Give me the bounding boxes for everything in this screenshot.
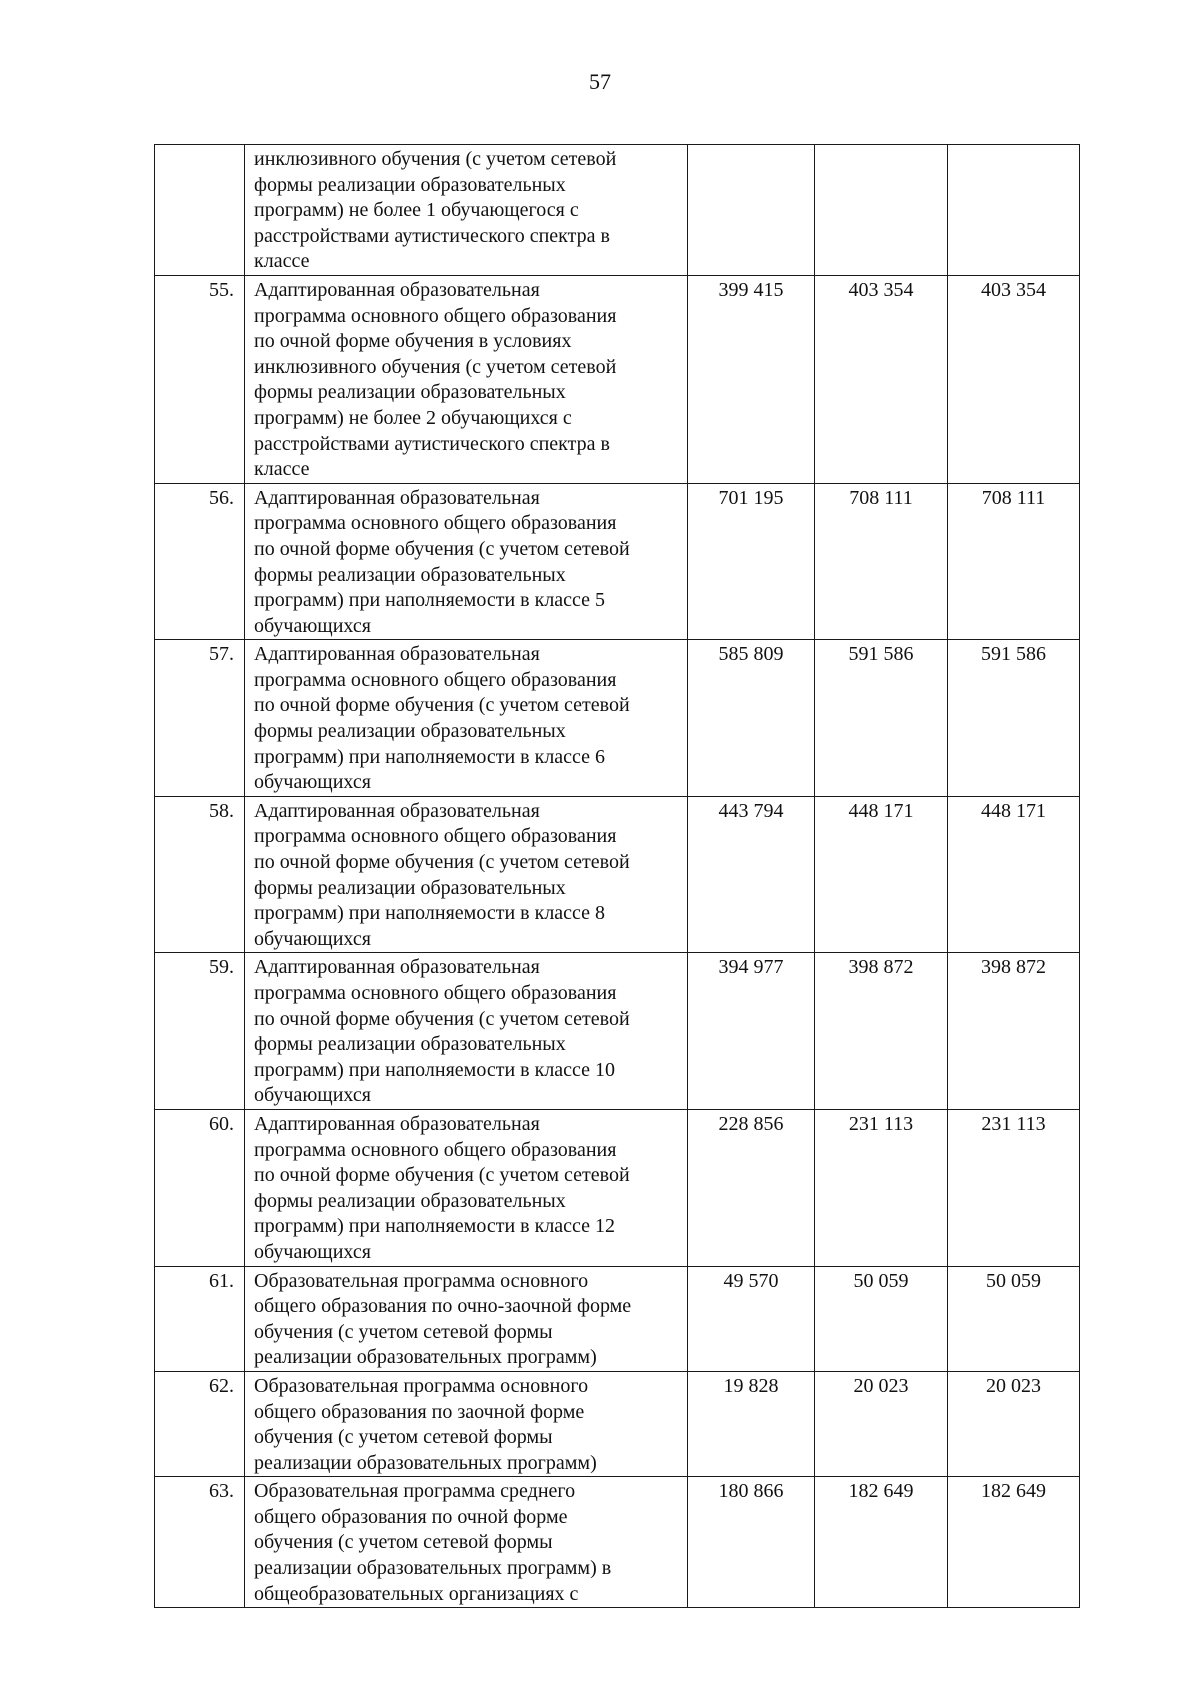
row-value-3: 448 171	[948, 796, 1080, 953]
row-number: 57.	[155, 640, 245, 797]
row-value-1: 585 809	[688, 640, 815, 797]
row-number	[155, 145, 245, 276]
table-row	[155, 483, 1080, 640]
row-description: Адаптированная образовательная программа основного общего образования по очной форме обучения (с учетом сетевой формы реализации образовательных программ) при наполняемости в классе 6 обучающихся	[245, 640, 688, 797]
row-value-1: 443 794	[688, 796, 815, 953]
row-description: Адаптированная образовательная программа основного общего образования по очной форме обучения (с учетом сетевой формы реализации образовательных программ) при наполняемости в классе 8 обучающихся	[245, 796, 688, 953]
row-number: 58.	[155, 796, 245, 953]
row-value-1: 399 415	[688, 275, 815, 483]
row-value-2: 403 354	[815, 275, 948, 483]
row-value-2: 448 171	[815, 796, 948, 953]
table-row	[155, 145, 1080, 276]
row-number: 61.	[155, 1266, 245, 1371]
row-value-1: 228 856	[688, 1109, 815, 1266]
row-description: инклюзивного обучения (с учетом сетевой формы реализации образовательных программ) не более 1 обучающегося с расстройствами аутистического спектра в классе	[245, 145, 688, 276]
row-value-3: 403 354	[948, 275, 1080, 483]
row-number: 56.	[155, 483, 245, 640]
row-description: Адаптированная образовательная программа основного общего образования по очной форме обучения (с учетом сетевой формы реализации образовательных программ) при наполняемости в классе 12 обучающихся	[245, 1109, 688, 1266]
row-description: Образовательная программа среднего общего образования по очной форме обучения (с учетом сетевой формы реализации образовательных программ) в общеобразовательных организациях с	[245, 1477, 688, 1608]
row-number: 62.	[155, 1371, 245, 1476]
row-value-1: 180 866	[688, 1477, 815, 1608]
table-row	[155, 1109, 1080, 1266]
row-description: Образовательная программа основного общего образования по очно-заочной форме обучения (с учетом сетевой формы реализации образовательных программ)	[245, 1266, 688, 1371]
row-description: Адаптированная образовательная программа основного общего образования по очной форме обучения (с учетом сетевой формы реализации образовательных программ) при наполняемости в классе 10 обучающихся	[245, 953, 688, 1110]
page-number: 57	[589, 69, 611, 94]
table-row	[155, 640, 1080, 797]
cost-table	[154, 144, 1080, 1608]
row-value-3	[948, 145, 1080, 276]
row-number: 59.	[155, 953, 245, 1110]
row-description: Образовательная программа основного общего образования по заочной форме обучения (с учетом сетевой формы реализации образовательных программ)	[245, 1371, 688, 1476]
row-value-2: 591 586	[815, 640, 948, 797]
row-value-3: 591 586	[948, 640, 1080, 797]
table-row	[155, 275, 1080, 483]
row-value-2: 231 113	[815, 1109, 948, 1266]
row-value-1: 49 570	[688, 1266, 815, 1371]
row-value-1: 394 977	[688, 953, 815, 1110]
table-row	[155, 1371, 1080, 1476]
row-value-3: 708 111	[948, 483, 1080, 640]
row-value-2: 50 059	[815, 1266, 948, 1371]
table-row	[155, 1477, 1080, 1608]
row-value-3: 50 059	[948, 1266, 1080, 1371]
row-value-1: 701 195	[688, 483, 815, 640]
row-value-3: 20 023	[948, 1371, 1080, 1476]
table-row	[155, 1266, 1080, 1371]
row-description: Адаптированная образовательная программа основного общего образования по очной форме обучения (с учетом сетевой формы реализации образовательных программ) при наполняемости в классе 5 обучающихся	[245, 483, 688, 640]
row-value-3: 182 649	[948, 1477, 1080, 1608]
row-number: 55.	[155, 275, 245, 483]
row-number: 60.	[155, 1109, 245, 1266]
table-row	[155, 796, 1080, 953]
row-value-3: 398 872	[948, 953, 1080, 1110]
row-value-3: 231 113	[948, 1109, 1080, 1266]
row-value-2: 182 649	[815, 1477, 948, 1608]
table-row	[155, 953, 1080, 1110]
row-description: Адаптированная образовательная программа основного общего образования по очной форме обучения в условиях инклюзивного обучения (с учетом сетевой формы реализации образовательных программ) не более 2 обучающихся с расстройствами аутистического спектра в классе	[245, 275, 688, 483]
row-value-1: 19 828	[688, 1371, 815, 1476]
row-value-2	[815, 145, 948, 276]
row-value-2: 20 023	[815, 1371, 948, 1476]
row-value-1	[688, 145, 815, 276]
row-value-2: 398 872	[815, 953, 948, 1110]
row-value-2: 708 111	[815, 483, 948, 640]
row-number: 63.	[155, 1477, 245, 1608]
